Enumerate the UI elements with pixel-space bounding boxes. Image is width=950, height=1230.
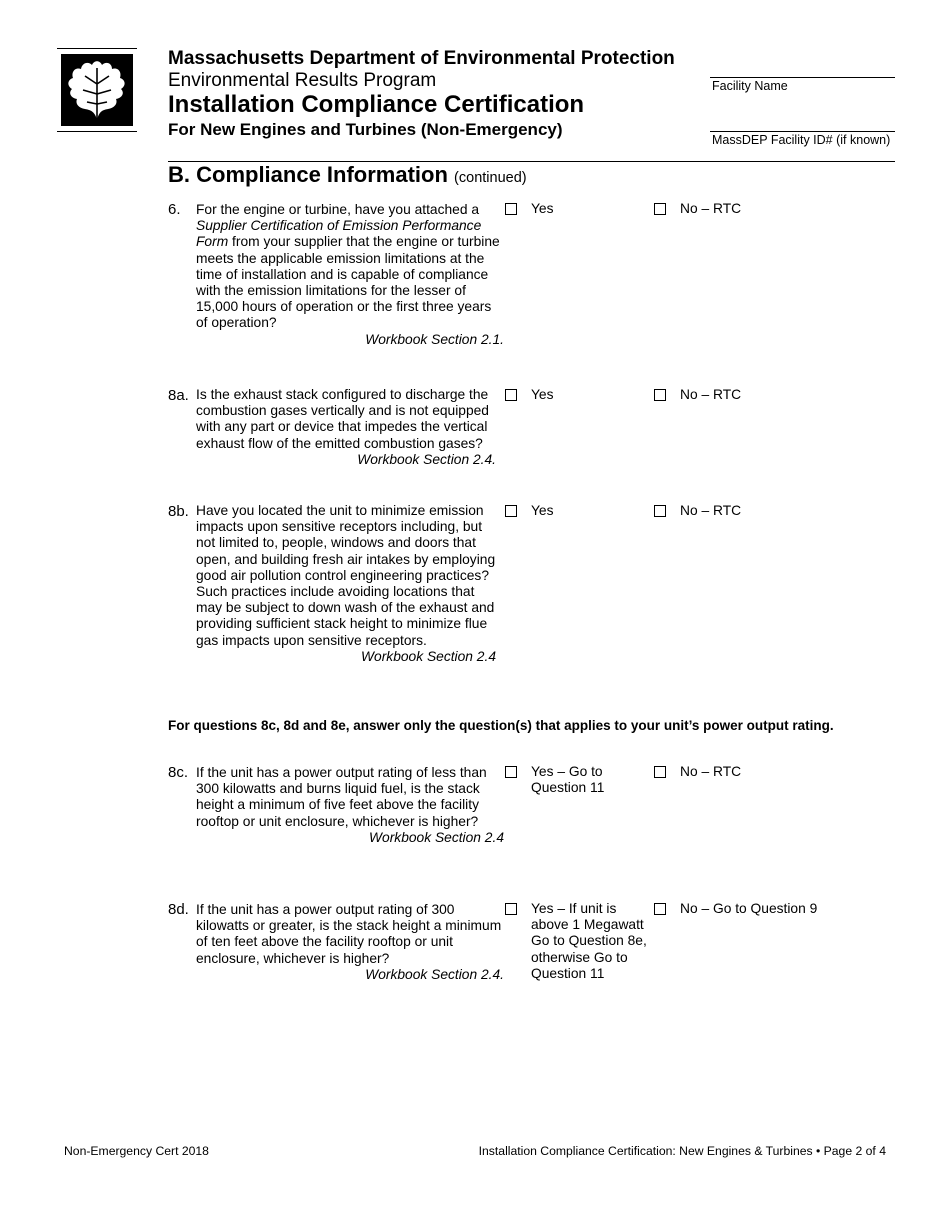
oak-leaf-icon [61,54,133,126]
question-6-number: 6. [168,201,181,218]
question-6-text-part: For the engine or turbine, have you attached a [196,202,480,217]
question-8d-no-checkbox[interactable] [654,903,666,915]
question-8d-number: 8d. [168,901,189,918]
supplier-form-name: Supplier Certification of Emission Performance Form [196,218,482,250]
agency-name: Massachusetts Department of Environmental Protection [168,48,675,69]
question-6-text [196,202,504,348]
footer-left: Non-Emergency Cert 2018 [64,1144,209,1158]
section-title-text: B. Compliance Information [168,162,448,187]
workbook-ref: Workbook Section 2.4. [357,451,496,467]
form-subtitle: For New Engines and Turbines (Non-Emergency) [168,120,563,139]
question-8c-number: 8c. [168,764,189,781]
question-8c-text [196,765,504,846]
question-8c-yes-label: Yes – Go to Question 11 [531,764,605,796]
question-8a-text-body: Is the exhaust stack configured to discharge the combustion gases vertically and is not equipped with any part or device that impedes the vertical exhaust flow of the emitted combustion gases? [196,387,489,451]
question-8b-text-body: Have you located the unit to minimize emission impacts upon sensitive receptors including, but not limited to, people, windows and doors that open, and building fresh air intakes by employing good air pollution control engineering practices? Such practices include avoiding locations that may be subject to down wash of the exhaust and providing sufficient stack height to minimize flue gas impacts upon sensitive receptors. [196,503,496,648]
question-8b-number: 8b. [168,503,189,520]
question-8c-no-label: No – RTC [680,764,742,779]
question-8a-no-label: No – RTC [680,387,742,402]
question-6-no-label: No – RTC [680,201,742,216]
workbook-ref: Workbook Section 2.4 [361,648,496,664]
question-8b-yes-label: Yes [531,503,554,518]
form-title: Installation Compliance Certification [168,91,585,118]
facility-name-field[interactable] [710,77,895,78]
program-name: Environmental Results Program [168,70,437,91]
question-6-yes-label: Yes [531,201,554,216]
question-8b-no-checkbox[interactable] [654,505,666,517]
workbook-ref: Workbook Section 2.4 [369,829,504,845]
section-title [168,162,527,188]
question-6-no-checkbox[interactable] [654,203,666,215]
question-8a-yes-label: Yes [531,387,554,402]
question-6-yes-checkbox[interactable] [505,203,517,215]
question-8c-yes-checkbox[interactable] [505,766,517,778]
question-8c-text-body: If the unit has a power output rating of less than 300 kilowatts and burns liquid fuel, is the stack height a minimum of five feet above the facility rooftop or unit enclosure, whichever is higher? [196,765,487,829]
question-8c-no-checkbox[interactable] [654,766,666,778]
question-8d-yes-label: Yes – If unit is above 1 Megawatt Go to Question 8e, otherwise Go to Question 11 [531,901,647,981]
facility-name-label: Facility Name [712,79,788,93]
question-8b-text [196,503,496,665]
facility-id-label: MassDEP Facility ID# (if known) [712,133,891,147]
question-8d-yes-checkbox[interactable] [505,903,517,915]
question-8b-yes-checkbox[interactable] [505,505,517,517]
question-8a-number: 8a. [168,387,189,404]
facility-id-field[interactable] [710,131,895,132]
question-8d-text-body: If the unit has a power output rating of 300 kilowatts or greater, is the stack height a minimum of ten feet above the facility rooftop or unit enclosure, whichever is higher? [196,902,502,966]
massdep-logo [57,48,137,132]
footer-right: Installation Compliance Certification: New Engines & Turbines • Page 2 of 4 [478,1144,886,1158]
section-continued: (continued) [454,170,527,186]
question-8d-text [196,902,504,983]
question-8a-yes-checkbox[interactable] [505,389,517,401]
question-8a-no-checkbox[interactable] [654,389,666,401]
workbook-ref: Workbook Section 2.4. [365,966,504,982]
question-6-text-part: from your supplier that the engine or turbine meets the applicable emission limitations at the time of installation and is capable of compliance with the emission limitations for the lesser of 15,000 hours of operation or the first three years of operation? [196,234,500,331]
power-rating-instruction: For questions 8c, 8d and 8e, answer only the question(s) that applies to your unit’s power output rating. [168,718,834,733]
workbook-ref: Workbook Section 2.1. [365,331,504,347]
question-8b-no-label: No – RTC [680,503,742,518]
question-8d-no-label: No – Go to Question 9 [680,901,818,916]
question-8a-text [196,387,496,468]
